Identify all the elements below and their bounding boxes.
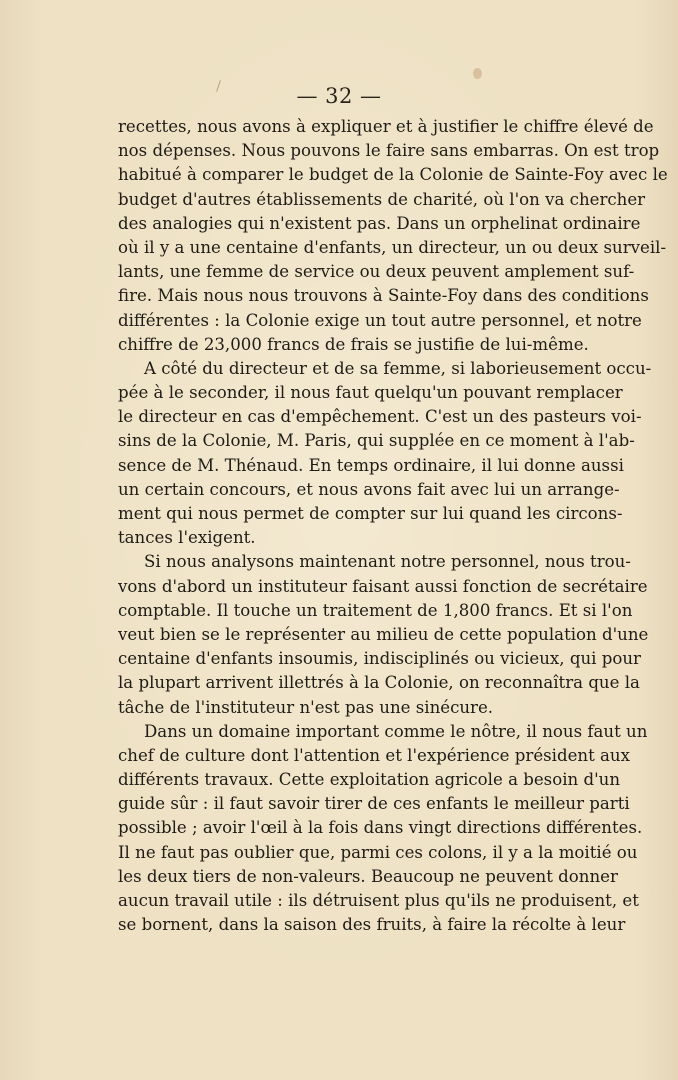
text-line: où il y a une centaine d'enfants, un directeur, un ou deux surveil- [118,237,667,257]
text-line: lants, une femme de service ou deux peuvent amplement suf- [118,262,635,282]
page-number: — 32 — [296,84,382,108]
text-line: possible ; avoir l'œil à la fois dans vingt directions différentes. [118,818,643,838]
body-text [118,115,668,937]
text-line: se bornent, dans la saison des fruits, à faire la récolte à leur [118,915,626,935]
text-line: veut bien se le représenter au milieu de cette population d'une [118,624,649,644]
text-line: chiffre de 23,000 francs de frais se justifie de lui-même. [118,334,589,354]
text-line: tâche de l'instituteur n'est pas une sinécure. [118,697,494,717]
text-line: A côté du directeur et de sa femme, si laborieusement occu- [144,358,652,378]
text-line: les deux tiers de non-valeurs. Beaucoup ne peuvent donner [118,866,618,886]
text-line: ment qui nous permet de compter sur lui quand les circons- [118,504,623,523]
paper-stain [473,68,482,79]
text-line: Il ne faut pas oublier que, parmi ces colons, il y a la moitié ou [118,842,638,862]
text-line: Dans un domaine important comme le nôtre, il nous faut un [144,721,648,741]
text-line: chef de culture dont l'attention et l'expérience président aux [118,745,630,765]
text-line: un certain concours, et nous avons fait avec lui un arrange- [118,479,620,499]
text-line: différents travaux. Cette exploitation agricole a besoin d'un [118,770,621,790]
text-line: tances l'exigent. [118,528,256,548]
text-line: des analogies qui n'existent pas. Dans un orphelinat ordinaire [118,213,641,233]
text-line: Si nous analysons maintenant notre personnel, nous trou- [144,552,631,572]
text-line: budget d'autres établissements de charité, où l'on va chercher [118,189,646,209]
text-line: habitué à comparer le budget de la Colonie de Sainte-Foy avec le [118,165,668,185]
text-line: différentes : la Colonie exige un tout autre personnel, et notre [118,310,642,330]
text-line: le directeur en cas d'empêchement. C'est un des pasteurs voi- [118,407,642,427]
text-line: comptable. Il touche un traitement de 1,800 francs. Et si l'on [118,600,633,620]
text-line: guide sûr : il faut savoir tirer de ces enfants le meilleur parti [118,794,630,814]
text-line: fire. Mais nous nous trouvons à Sainte-Foy dans des conditions [118,286,649,306]
text-line: la plupart arrivent illettrés à la Colonie, on reconnaîtra que la [118,673,640,693]
text-line: recettes, nous avons à expliquer et à justifier le chiffre élevé de [118,117,654,136]
text-line: aucun travail utile : ils détruisent plus qu'ils ne produisent, et [118,891,639,910]
text-line: pée à le seconder, il nous faut quelqu'un pouvant remplacer [118,383,623,403]
text-line: sence de M. Thénaud. En temps ordinaire, il lui donne aussi [118,455,624,475]
text-line: vons d'abord un instituteur faisant aussi fonction de secrétaire [118,576,648,596]
text-line: nos dépenses. Nous pouvons le faire sans embarras. On est trop [118,141,660,161]
text-line: sins de la Colonie, M. Paris, qui supplée en ce moment à l'ab- [118,431,635,451]
text-line: centaine d'enfants insoumis, indisciplinés ou vicieux, qui pour [118,649,641,669]
